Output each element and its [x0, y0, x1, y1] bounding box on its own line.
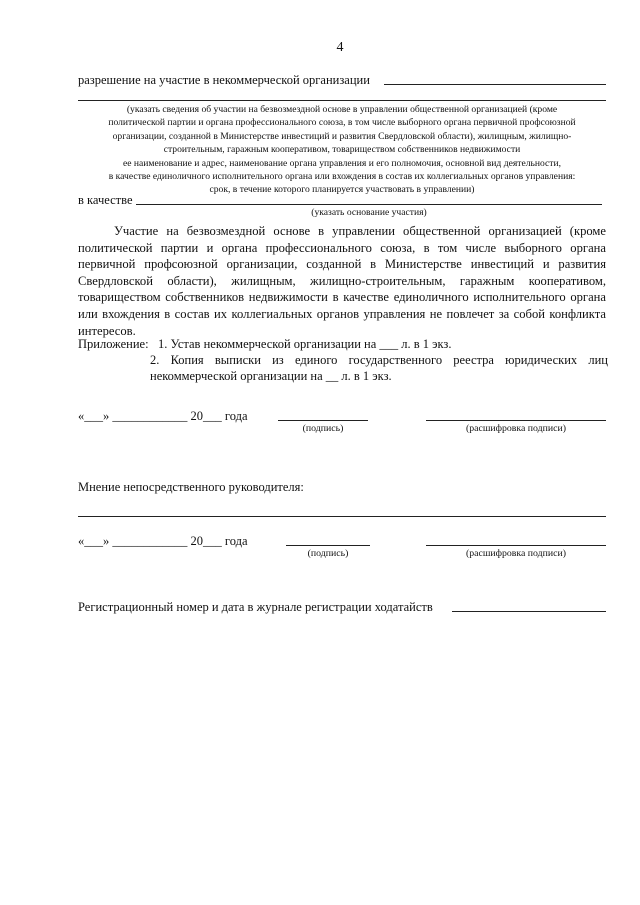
applicant-decode-line	[426, 420, 606, 421]
hint-line: организации, созданной в Министерстве инвестиций и развития Свердловской области), жилищным, жилищно-	[112, 130, 572, 142]
applicant-decode-caption: (расшифровка подписи)	[465, 423, 566, 434]
capacity-hint: (указать основание участия)	[311, 207, 427, 218]
manager-decode-caption: (расшифровка подписи)	[465, 548, 566, 559]
main-paragraph: Участие на безвозмездной основе в управлении общественной организацией (кроме политической партии и органа профессионального союза, в том числе выборного органа первичной профсоюзной организации, созданной в Министерстве инвестиций и развития Свердловской области), жилищным, жилищно-строительным, гаражным кооперативом, товариществом собственников недвижимости в качестве единоличного исполнительного органа или вхождения в состав их коллегиальных органов управления не повлечет за собой конфликта интересов.	[78, 224, 606, 338]
capacity-label: в качестве	[78, 193, 133, 207]
permission-fill-line-2	[78, 100, 606, 101]
hint-line: срок, в течение которого планируется участвовать в управлении)	[209, 184, 475, 196]
registration-label: Регистрационный номер и дата в журнале регистрации ходатайств	[78, 600, 433, 614]
page-number: 4	[336, 40, 344, 55]
manager-signature-caption: (подпись)	[307, 548, 349, 559]
hint-line: в качестве единоличного исполнительного органа или вхождения в состав их коллегиальных органов управления:	[108, 171, 576, 183]
hint-line: (указать сведения об участии на безвозмездной основе в управлении общественной организацией (кроме	[126, 104, 558, 115]
applicant-signature-caption: (подпись)	[302, 423, 344, 434]
attachment-item-2: 2. Копия выписки из единого государственного реестра юридических лиц некоммерческой организации на __ л. в 1 экз.	[150, 353, 608, 383]
hint-line: строительным, гаражным кооперативом, товариществом собственников недвижимости	[163, 144, 521, 156]
hint-line: ее наименование и адрес, наименование органа управления и его полномочия, основной вид деятельности,	[122, 157, 562, 169]
attachment-item-1: 1. Устав некоммерческой организации на ___ л. в 1 экз.	[158, 337, 452, 351]
manager-opinion-label: Мнение непосредственного руководителя:	[78, 480, 304, 494]
participation-hint	[72, 103, 612, 197]
registration-fill-line	[452, 611, 606, 612]
manager-signature-line	[286, 545, 370, 546]
manager-decode-line	[426, 545, 606, 546]
manager-date: «___» ____________ 20___ года	[78, 534, 248, 548]
permission-label: разрешение на участие в некоммерческой организации	[78, 73, 370, 87]
applicant-date: «___» ____________ 20___ года	[78, 409, 248, 423]
permission-fill-line	[384, 84, 606, 85]
capacity-fill-line	[136, 204, 602, 205]
hint-line: политической партии и органа профессионального союза, в том числе выборного органа первичной профсоюзной	[108, 117, 576, 129]
applicant-signature-line	[278, 420, 368, 421]
attachments-label: Приложение:	[78, 337, 149, 351]
manager-opinion-line	[78, 516, 606, 517]
